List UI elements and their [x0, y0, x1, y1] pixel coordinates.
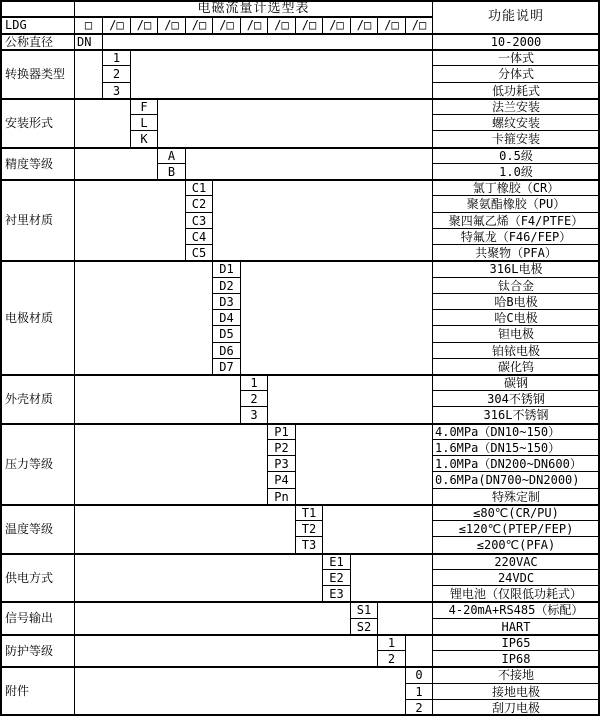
corner-cell	[0, 0, 75, 17]
spacer-cell	[75, 99, 131, 148]
section-divider	[0, 423, 600, 425]
spacer-cell	[158, 99, 433, 148]
desc-cell: IP68	[433, 651, 600, 667]
desc-cell: 一体式	[433, 50, 600, 66]
desc-cell: IP65	[433, 635, 600, 651]
section-divider	[0, 634, 600, 636]
code-cell: T3	[296, 537, 323, 554]
desc-cell: 钽电极	[433, 326, 600, 343]
code-cell: 0	[406, 667, 433, 684]
model-code-slot: /□	[131, 17, 158, 34]
model-code-box: □	[75, 17, 103, 34]
code-cell: 1	[378, 635, 406, 651]
model-code-slot: /□	[378, 17, 406, 34]
code-cell: 1	[406, 684, 433, 700]
section-label: 温度等级	[0, 505, 75, 554]
model-code-slot: /□	[406, 17, 433, 34]
section-divider	[0, 147, 600, 149]
code-cell: 2	[406, 700, 433, 716]
section-label: 附件	[0, 667, 75, 716]
code-cell: E3	[323, 586, 351, 602]
section-divider	[0, 98, 600, 100]
model-code-slot: /□	[103, 17, 131, 34]
code-cell: A	[158, 148, 186, 164]
desc-cell: 特氟龙（F46/FEP）	[433, 229, 600, 245]
code-cell: D3	[213, 294, 241, 310]
code-cell: C3	[186, 213, 213, 229]
code-cell: 2	[103, 66, 131, 83]
section-label: 转换器类型	[0, 50, 75, 99]
model-code-slot: /□	[241, 17, 268, 34]
code-cell: S2	[351, 619, 378, 635]
model-code-slot: /□	[158, 17, 186, 34]
desc-cell: 不接地	[433, 667, 600, 684]
code-cell: 1	[103, 50, 131, 66]
desc-cell: 24VDC	[433, 570, 600, 586]
code-cell: C2	[186, 196, 213, 213]
desc-cell: 220VAC	[433, 554, 600, 570]
section-label: 精度等级	[0, 148, 75, 180]
spacer-cell	[323, 505, 433, 554]
code-cell: D5	[213, 326, 241, 343]
section-divider	[0, 504, 600, 506]
desc-cell: 4-20mA+RS485（标配）	[433, 602, 600, 619]
section-label: 信号输出	[0, 602, 75, 635]
desc-cell: 1.0MPa（DN200~DN600）	[433, 456, 600, 472]
section-label: 供电方式	[0, 554, 75, 602]
spacer-cell	[103, 34, 433, 50]
section-divider	[0, 553, 600, 555]
table-title: 电磁流量计选型表	[75, 0, 433, 17]
code-cell: C1	[186, 180, 213, 196]
model-code-slot: /□	[323, 17, 351, 34]
section-divider	[0, 33, 600, 35]
spacer-cell	[75, 424, 268, 505]
spacer-cell	[75, 554, 323, 602]
desc-cell: 碳化钨	[433, 359, 600, 375]
spacer-cell	[75, 148, 158, 180]
section-label: 衬里材质	[0, 180, 75, 261]
desc-cell: 316L不锈钢	[433, 407, 600, 424]
code-cell: K	[131, 131, 158, 148]
spacer-cell	[186, 148, 433, 180]
code-cell: C4	[186, 229, 213, 245]
desc-cell: 1.0级	[433, 164, 600, 180]
spacer-cell	[406, 635, 433, 667]
model-code-slot: /□	[213, 17, 241, 34]
desc-cell: 铂铱电极	[433, 343, 600, 359]
desc-cell: ≤80℃(CR/PU)	[433, 505, 600, 521]
desc-cell: HART	[433, 619, 600, 635]
desc-cell: 聚四氟乙烯（F4/PTFE）	[433, 213, 600, 229]
spacer-cell	[75, 50, 103, 99]
section-divider	[0, 666, 600, 668]
code-cell: P4	[268, 472, 296, 489]
section-label: 安装形式	[0, 99, 75, 148]
desc-cell: 锂电池（仅限低功耗式）	[433, 586, 600, 602]
section-label: 外壳材质	[0, 375, 75, 424]
desc-cell: 螺纹安装	[433, 115, 600, 131]
desc-cell: ≤120℃(PTEP/FEP)	[433, 521, 600, 537]
desc-cell: 哈B电极	[433, 294, 600, 310]
desc-cell: 4.0MPa（DN10~150）	[433, 424, 600, 440]
code-cell: E2	[323, 570, 351, 586]
desc-cell: 低功耗式	[433, 83, 600, 99]
code-cell: P1	[268, 424, 296, 440]
section-label: 公称直径	[0, 34, 75, 50]
section-label: 电极材质	[0, 261, 75, 375]
code-cell: 2	[241, 391, 268, 407]
model-code-slot: /□	[351, 17, 378, 34]
spacer-cell	[75, 180, 186, 261]
model-prefix: LDG	[0, 17, 75, 34]
spacer-cell	[75, 261, 213, 375]
code-cell: D2	[213, 278, 241, 294]
section-divider	[0, 260, 600, 262]
code-cell: 1	[241, 375, 268, 391]
spacer-cell	[75, 635, 378, 667]
spacer-cell	[75, 602, 351, 635]
code-cell: Pn	[268, 489, 296, 505]
spacer-cell	[378, 602, 433, 635]
code-cell: 3	[241, 407, 268, 424]
code-cell: C5	[186, 245, 213, 261]
code-cell: D6	[213, 343, 241, 359]
desc-cell: 共聚物（PFA）	[433, 245, 600, 261]
desc-cell: 刮刀电极	[433, 700, 600, 716]
code-cell: E1	[323, 554, 351, 570]
section-label: 防护等级	[0, 635, 75, 667]
desc-cell: 特殊定制	[433, 489, 600, 505]
spacer-cell	[241, 261, 433, 375]
spacer-cell	[351, 554, 433, 602]
desc-cell: 0.6MPa(DN700~DN2000)	[433, 472, 600, 489]
spacer-cell	[213, 180, 433, 261]
code-cell: D1	[213, 261, 241, 278]
code-cell: D4	[213, 310, 241, 326]
desc-cell: 碳钢	[433, 375, 600, 391]
code-cell: P3	[268, 456, 296, 472]
model-code-slot: /□	[296, 17, 323, 34]
desc-cell: 0.5级	[433, 148, 600, 164]
desc-cell: 氯丁橡胶（CR）	[433, 180, 600, 196]
desc-cell: 10-2000	[433, 34, 600, 50]
section-divider	[0, 374, 600, 376]
code-cell: D7	[213, 359, 241, 375]
model-code-slot: /□	[268, 17, 296, 34]
function-description-header: 功能说明	[433, 0, 600, 34]
section-divider	[0, 49, 600, 51]
section-divider	[0, 601, 600, 603]
section-label: 压力等级	[0, 424, 75, 505]
desc-cell: 卡箍安装	[433, 131, 600, 148]
code-cell: 3	[103, 83, 131, 99]
desc-cell: 法兰安装	[433, 99, 600, 115]
desc-cell: 哈C电极	[433, 310, 600, 326]
spacer-cell	[131, 50, 433, 99]
code-cell: DN	[75, 34, 103, 50]
desc-cell: 1.6MPa（DN15~150）	[433, 440, 600, 456]
code-cell: F	[131, 99, 158, 115]
desc-cell: 分体式	[433, 66, 600, 83]
code-cell: T1	[296, 505, 323, 521]
section-divider	[0, 179, 600, 181]
model-code-slot: /□	[186, 17, 213, 34]
code-cell: 2	[378, 651, 406, 667]
code-cell: T2	[296, 521, 323, 537]
spacer-cell	[75, 505, 296, 554]
code-cell: P2	[268, 440, 296, 456]
code-cell: L	[131, 115, 158, 131]
desc-cell: 316L电极	[433, 261, 600, 278]
spacer-cell	[75, 667, 406, 716]
desc-cell: ≤200℃(PFA)	[433, 537, 600, 554]
spacer-cell	[75, 375, 241, 424]
spacer-cell	[268, 375, 433, 424]
code-cell: S1	[351, 602, 378, 619]
desc-cell: 304不锈钢	[433, 391, 600, 407]
code-cell: B	[158, 164, 186, 180]
desc-cell: 接地电极	[433, 684, 600, 700]
desc-cell: 钛合金	[433, 278, 600, 294]
spacer-cell	[296, 424, 433, 505]
section-divider	[0, 16, 433, 18]
desc-cell: 聚氨酯橡胶（PU）	[433, 196, 600, 213]
